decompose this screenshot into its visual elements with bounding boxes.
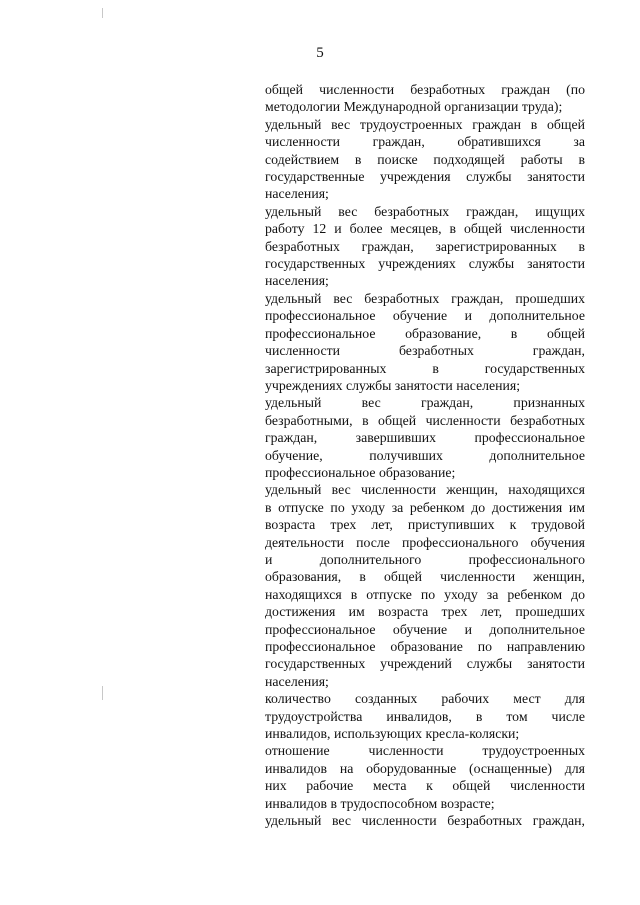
- text-line: обучение, получивших дополнительное: [265, 447, 585, 463]
- text-line: удельный вес численности безработных граждан,: [265, 813, 585, 829]
- text-line: безработных граждан, зарегистрированных в: [265, 238, 585, 254]
- text-line: в отпуске по уходу за ребенком до достижения им: [265, 499, 585, 515]
- text-line: трудоустройства инвалидов, в том числе: [265, 708, 585, 724]
- text-line: работу 12 и более месяцев, в общей численности: [265, 221, 585, 237]
- text-line: количество созданных рабочих мест для: [265, 691, 585, 707]
- page-number: 5: [316, 45, 324, 61]
- text-line: возраста трех лет, приступивших к трудовой: [265, 517, 585, 533]
- text-line: учреждениях службы занятости населения;: [265, 377, 521, 393]
- text-line: методологии Международной организации труда);: [265, 99, 563, 115]
- margin-scan-mark-bottom: [102, 686, 103, 700]
- text-line: удельный вес безработных граждан, прошедших: [265, 290, 585, 306]
- text-line: населения;: [265, 186, 329, 202]
- text-line: профессиональное образование по направлению: [265, 639, 585, 654]
- text-line: численности граждан, обратившихся за: [265, 134, 585, 150]
- text-line: численности безработных граждан,: [265, 343, 585, 359]
- text-line: населения;: [265, 273, 329, 289]
- text-line: образования, в общей численности женщин,: [265, 569, 585, 585]
- text-line: граждан, завершивших профессиональное: [265, 430, 585, 446]
- text-line: государственных учреждениях службы занятости: [265, 256, 585, 272]
- text-line: безработными, в общей численности безработных: [265, 412, 585, 428]
- text-line: населения;: [265, 673, 329, 689]
- text-line: и дополнительного профессионального: [265, 551, 585, 567]
- text-line: профессиональное образование;: [265, 464, 456, 480]
- text-line: государственные учреждения службы занятости: [265, 169, 585, 185]
- text-line: удельный вес безработных граждан, ищущих: [265, 203, 585, 219]
- text-line: инвалидов на оборудованные (оснащенные) для: [265, 760, 585, 776]
- text-line: содействием в поиске подходящей работы в: [265, 151, 585, 167]
- text-line: деятельности после профессионального обучения: [265, 534, 585, 550]
- text-line: государственных учреждений службы занятости: [265, 656, 585, 672]
- text-line: удельный вес граждан, признанных: [265, 395, 585, 411]
- text-line: удельный вес численности женщин, находящихся: [265, 482, 585, 498]
- document-body: [265, 81, 585, 829]
- text-line: инвалидов в трудоспособном возрасте;: [265, 795, 495, 811]
- text-line: удельный вес трудоустроенных граждан в общей: [265, 116, 585, 132]
- text-line: профессиональное обучение и дополнительное: [265, 621, 585, 637]
- text-line: профессиональное обучение и дополнительное: [265, 308, 585, 324]
- text-line: общей численности безработных граждан (по: [265, 82, 585, 97]
- text-line: профессиональное образование, в общей: [265, 325, 585, 341]
- margin-scan-mark-top: [102, 8, 103, 18]
- text-line: них рабочие места к общей численности: [265, 778, 585, 794]
- text-line: зарегистрированных в государственных: [265, 360, 585, 376]
- text-line: инвалидов, использующих кресла-коляски;: [265, 726, 520, 742]
- text-line: отношение численности трудоустроенных: [265, 743, 585, 759]
- text-line: достижения им возраста трех лет, прошедших: [265, 604, 585, 620]
- text-line: находящихся в отпуске по уходу за ребенком до: [265, 586, 585, 602]
